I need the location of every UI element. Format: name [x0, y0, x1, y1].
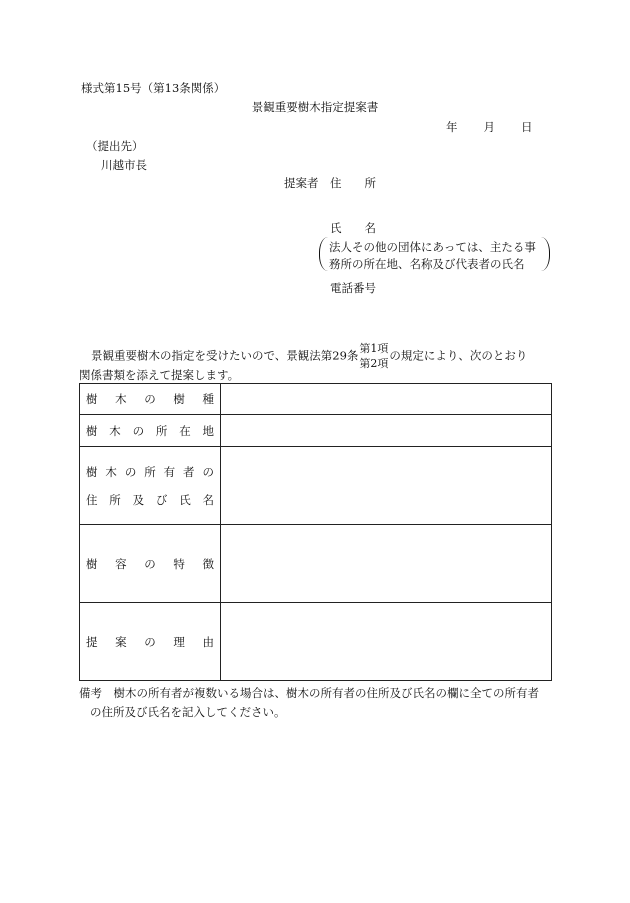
- label-char: の: [202, 464, 214, 479]
- label-char: の: [144, 556, 156, 571]
- corporate-note: [319, 237, 550, 271]
- field-features[interactable]: [221, 525, 552, 603]
- clause-1: 第1項: [359, 342, 389, 355]
- row-label-species: [80, 384, 221, 415]
- left-paren: [319, 237, 328, 271]
- label-char: 樹: [86, 423, 98, 438]
- field-reason[interactable]: [221, 603, 552, 681]
- table-row: [80, 447, 552, 525]
- label-char: 在: [179, 423, 191, 438]
- label-char: 理: [173, 634, 185, 649]
- label-char: の: [124, 464, 137, 479]
- label-char: 木: [115, 392, 127, 406]
- label-char: 木: [109, 423, 121, 438]
- submission-to: （提出先）: [86, 139, 144, 153]
- clause-2: 第2項: [359, 357, 389, 370]
- label-char: 所: [144, 464, 156, 479]
- addressee: 川越市長: [101, 158, 147, 172]
- date-day: 日: [521, 120, 533, 134]
- label-char: 木: [105, 464, 117, 479]
- label-char: 提: [86, 634, 98, 649]
- remarks-line1: 備考 樹木の所有者が複数いる場合は、樹木の所有者の住所及び氏名の欄に全ての所有者: [79, 686, 539, 700]
- label-char: 及: [132, 492, 145, 507]
- label-char: 容: [115, 556, 127, 571]
- proposer-label: 提案者: [284, 176, 319, 190]
- label-char: 樹: [86, 464, 98, 479]
- label-char: 徴: [202, 556, 214, 571]
- label-char: 所: [155, 423, 168, 438]
- label-char: 地: [202, 423, 214, 438]
- table-row: [80, 384, 552, 415]
- row-label-location: [80, 415, 221, 447]
- row-label-reason: [80, 603, 221, 681]
- label-char: 種: [202, 392, 214, 406]
- label-char: 有: [163, 464, 176, 479]
- label-char: 氏: [179, 492, 191, 507]
- remarks-line2: の住所及び氏名を記入してください。: [90, 705, 286, 719]
- corporate-note-line1: 法人その他の団体にあっては、主たる事: [329, 240, 536, 254]
- field-species[interactable]: [221, 384, 552, 415]
- proposer-address-line: [284, 175, 376, 191]
- label-char: 所: [109, 492, 121, 507]
- form-number: 様式第15号（第13条関係）: [81, 81, 226, 95]
- label-char: 樹: [86, 392, 98, 406]
- label-char: び: [155, 492, 168, 507]
- body-line2: 関係書類を添えて提案します。: [79, 368, 240, 382]
- label-char: 名: [202, 492, 214, 507]
- label-char: 住: [86, 492, 98, 507]
- corporate-note-line2: 務所の所在地、名称及び代表者の氏名: [329, 257, 525, 271]
- address-label: 住 所: [330, 176, 376, 190]
- label-char: 特: [173, 556, 185, 571]
- date-line: [446, 119, 533, 135]
- label-char: の: [132, 423, 145, 438]
- label-char: 案: [115, 634, 127, 649]
- phone-label: 電話番号: [330, 281, 376, 295]
- clause-fraction: [359, 342, 388, 371]
- label-char: 樹: [86, 556, 98, 571]
- right-paren: [541, 237, 550, 271]
- proposal-table: [79, 383, 552, 681]
- field-owner[interactable]: [221, 447, 552, 525]
- date-month: 月: [483, 120, 495, 134]
- document-title: 景観重要樹木指定提案書: [251, 100, 379, 114]
- label-char: 由: [202, 634, 214, 649]
- field-location[interactable]: [221, 415, 552, 447]
- table-row: [80, 415, 552, 447]
- label-char: の: [144, 634, 156, 649]
- body-text-part1: 景観重要樹木の指定を受けたいので、景観法第29条: [91, 348, 359, 363]
- table-row: [80, 603, 552, 681]
- label-char: 樹: [173, 392, 185, 406]
- label-char: 者: [183, 464, 195, 479]
- table-row: [80, 525, 552, 603]
- row-label-owner: [80, 447, 221, 525]
- body-text-part2: の規定により、次のとおり: [389, 348, 528, 363]
- name-label: 氏 名: [330, 221, 376, 235]
- label-char: の: [144, 392, 156, 406]
- date-year: 年: [446, 120, 458, 134]
- row-label-features: [80, 525, 221, 603]
